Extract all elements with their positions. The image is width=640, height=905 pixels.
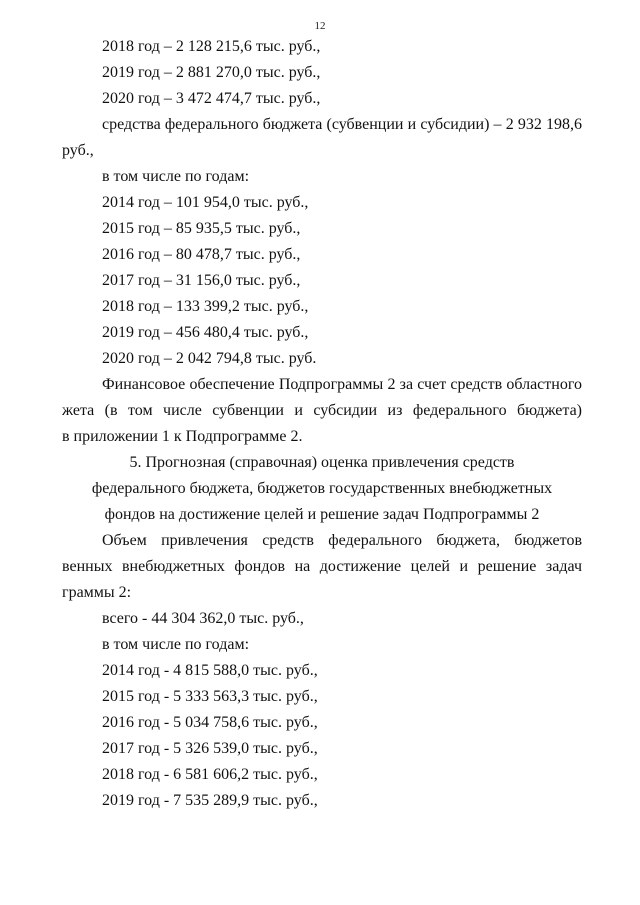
list-item: 2019 год – 456 480,4 тыс. руб.,: [102, 324, 309, 341]
list-item: 2020 год – 2 042 794,8 тыс. руб.: [102, 350, 317, 367]
volume-paragraph-line: венных внебюджетных фондов на достижение целей и решение задач: [62, 558, 582, 575]
list-item: 2019 год – 2 881 270,0 тыс. руб.,: [102, 64, 321, 81]
volume-paragraph-line: Объем привлечения средств федерального бюджета, бюджетов: [102, 532, 582, 549]
finance-paragraph-line: в приложении 1 к Подпрограмме 2.: [62, 428, 303, 445]
document-body: [62, 34, 582, 814]
federal-funds-line: средства федерального бюджета (субвенции и субсидии) – 2 932 198,6: [102, 116, 582, 133]
section-heading: 5. Прогнозная (справочная) оценка привлечения средств: [129, 454, 515, 471]
list-item: 2018 год – 133 399,2 тыс. руб.,: [102, 298, 309, 315]
by-years-label: в том числе по годам:: [102, 168, 250, 185]
list-item: 2016 год - 5 034 758,6 тыс. руб.,: [102, 714, 318, 731]
total-line: всего - 44 304 362,0 тыс. руб.,: [102, 610, 304, 627]
list-item: 2019 год - 7 535 289,9 тыс. руб.,: [102, 792, 318, 809]
section-heading: федерального бюджета, бюджетов государственных внебюджетных: [91, 480, 553, 497]
list-item: 2017 год - 5 326 539,0 тыс. руб.,: [102, 740, 318, 757]
finance-paragraph-line: Финансовое обеспечение Подпрограммы 2 за счет средств областного: [102, 376, 582, 393]
finance-paragraph-line: жета (в том числе субвенции и субсидии из федерального бюджета): [62, 402, 582, 419]
list-item: 2017 год – 31 156,0 тыс. руб.,: [102, 272, 301, 289]
list-item: 2018 год – 2 128 215,6 тыс. руб.,: [102, 38, 321, 55]
list-item: 2020 год – 3 472 474,7 тыс. руб.,: [102, 90, 321, 107]
list-item: 2014 год – 101 954,0 тыс. руб.,: [102, 194, 309, 211]
list-item: 2014 год - 4 815 588,0 тыс. руб.,: [102, 662, 318, 679]
by-years-label: в том числе по годам:: [102, 636, 250, 653]
list-item: 2015 год - 5 333 563,3 тыс. руб.,: [102, 688, 318, 705]
volume-paragraph-line: граммы 2:: [62, 584, 132, 601]
page-number: 12: [314, 20, 326, 32]
list-item: 2016 год – 80 478,7 тыс. руб.,: [102, 246, 301, 263]
list-item: 2015 год – 85 935,5 тыс. руб.,: [102, 220, 301, 237]
list-item: 2018 год - 6 581 606,2 тыс. руб.,: [102, 766, 318, 783]
federal-funds-line-cont: руб.,: [62, 142, 94, 159]
section-heading: фондов на достижение целей и решение задач Подпрограммы 2: [104, 506, 540, 523]
